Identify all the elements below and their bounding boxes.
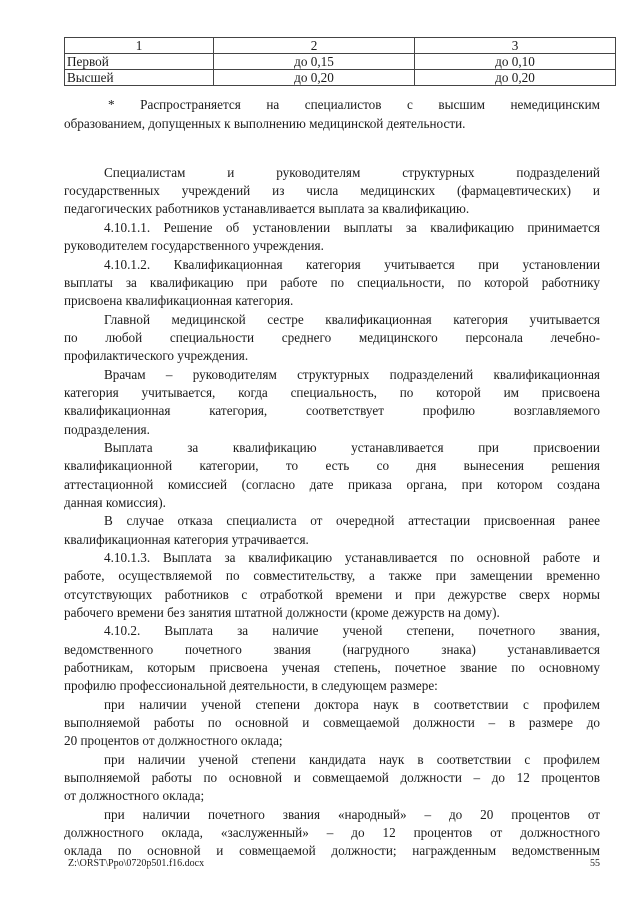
- paragraph-line: при наличии почетного звания «народный» – до 20 процентов от: [104, 807, 600, 822]
- footnote-line: * Распространяется на специалистов с высшим немедицинским: [108, 97, 600, 112]
- paragraph-line: профилактического учреждения.: [64, 348, 249, 363]
- paragraph-line: работе, осуществляемой по совместительству, а также при замещении временно: [64, 568, 600, 583]
- paragraph-line: работникам, которым присвоена ученая степень, почетное звание по основному: [64, 660, 600, 675]
- paragraph-line: данная комиссия).: [64, 495, 166, 510]
- paragraph-line: выполняемой работы по основной и совмещаемой должности – до 12 процентов: [64, 770, 600, 785]
- paragraph-line: отсутствующих работников с отработкой времени и при дежурстве сверх нормы: [64, 587, 600, 602]
- paragraph-line: В случае отказа специалиста от очередной аттестации присвоенная ранее: [104, 513, 600, 528]
- paragraph-line: выплаты за квалификацию при работе по специальности, по которой работнику: [64, 275, 600, 290]
- paragraph-line: Врачам – руководителям структурных подразделений квалификационная: [104, 367, 600, 382]
- footer-file-path: Z:\ORST\Ppo\0720p501.f16.docx: [68, 858, 205, 869]
- table-cell: Первой: [65, 54, 214, 70]
- paragraph-line: 4.10.1.1. Решение об установлении выплаты за квалификацию принимается: [104, 220, 600, 235]
- paragraph-line: рабочего времени без занятия штатной должности (кроме дежурств на дому).: [64, 605, 500, 620]
- table-header-cell: 3: [415, 38, 616, 54]
- paragraph-line: подразделения.: [64, 422, 150, 437]
- paragraph-line: 4.10.2. Выплата за наличие ученой степени, почетного звания,: [104, 623, 600, 638]
- table-cell: до 0,20: [415, 70, 616, 86]
- paragraph-line: квалификационная категория, соответствует профилю возглавляемого: [64, 403, 600, 418]
- paragraph-line: Специалистам и руководителям структурных подразделений: [104, 165, 600, 180]
- table-cell: до 0,20: [214, 70, 415, 86]
- table-header-cell: 1: [65, 38, 214, 54]
- paragraph-line: руководителем государственного учреждения.: [64, 238, 324, 253]
- page-number: 55: [590, 858, 600, 869]
- paragraph-line: при наличии ученой степени кандидата наук в соответствии с профилем: [104, 752, 600, 767]
- paragraph-line: по любой специальности среднего медицинского персонала лечебно-: [64, 330, 600, 345]
- paragraph-line: Выплата за квалификацию устанавливается при присвоении: [104, 440, 600, 455]
- paragraph-line: 4.10.1.3. Выплата за квалификацию устанавливается по основной работе и: [104, 550, 600, 565]
- paragraph-line: государственных учреждений из числа медицинских (фармацевтических) и: [64, 183, 600, 198]
- table-header-cell: 2: [214, 38, 415, 54]
- paragraph-line: от должностного оклада;: [64, 788, 205, 803]
- paragraph-line: профилю профессиональной деятельности, в следующем размере:: [64, 678, 438, 693]
- paragraph-line: оклада по основной и совмещаемой должности; награжденным ведомственным: [64, 843, 600, 858]
- paragraph-line: 20 процентов от должностного оклада;: [64, 733, 283, 748]
- paragraph-line: при наличии ученой степени доктора наук в соответствии с профилем: [104, 697, 600, 712]
- paragraph-line: 4.10.1.2. Квалификационная категория учитывается при установлении: [104, 257, 600, 272]
- table-cell: до 0,15: [214, 54, 415, 70]
- paragraph-line: ведомственного почетного звания (нагрудного знака) устанавливается: [64, 642, 600, 657]
- paragraph-line: должностного оклада, «заслуженный» – до 12 процентов от должностного: [64, 825, 600, 840]
- paragraph-line: категория учитывается, когда специальность, по которой им присвоена: [64, 385, 600, 400]
- paragraph-line: аттестационной комиссией (согласно дате приказа органа, при котором создана: [64, 477, 600, 492]
- paragraph-line: Главной медицинской сестре квалификационная категория учитывается: [104, 312, 600, 327]
- table-cell: до 0,10: [415, 54, 616, 70]
- paragraph-line: педагогических работников устанавливается выплата за квалификацию.: [64, 201, 470, 216]
- paragraph-line: квалификационной категории, то есть со дня вынесения решения: [64, 458, 600, 473]
- paragraph-line: присвоена квалификационная категория.: [64, 293, 294, 308]
- paragraph-line: квалификационная категория утрачивается.: [64, 532, 309, 547]
- paragraph-line: выполняемой работы по основной и совмещаемой должности – в размере до: [64, 715, 600, 730]
- table-cell: Высшей: [65, 70, 214, 86]
- footnote-line: образованием, допущенных к выполнению медицинской деятельности.: [64, 116, 466, 131]
